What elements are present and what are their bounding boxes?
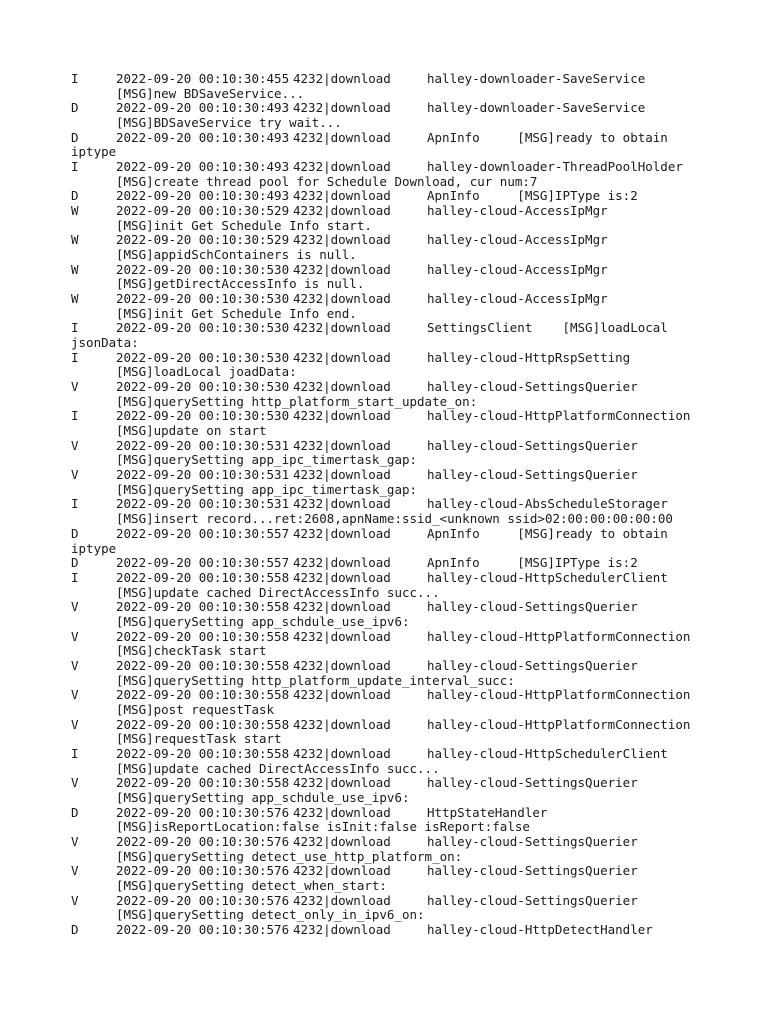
log-level: D (71, 100, 79, 116)
log-process: 4232|download (293, 320, 391, 336)
log-level: V (71, 892, 79, 908)
log-level: V (71, 687, 79, 703)
log-level: V (71, 599, 79, 615)
log-level: V (71, 467, 79, 483)
log-timestamp: 2022-09-20 00:10:30:558 (116, 775, 290, 791)
log-message: [MSG]loadLocal joadData: (116, 364, 297, 380)
log-message: [MSG]update cached DirectAccessInfo succ... (116, 760, 440, 776)
log-process: 4232|download (293, 525, 391, 541)
log-message: [MSG]requestTask start (116, 731, 282, 747)
log-level: V (71, 379, 79, 395)
log-tag: halley-cloud-HttpPlatformConnection (427, 716, 691, 732)
log-timestamp: 2022-09-20 00:10:30:529 (116, 203, 290, 219)
log-timestamp: 2022-09-20 00:10:30:530 (116, 379, 290, 395)
log-message-line (71, 586, 761, 601)
log-timestamp: 2022-09-20 00:10:30:529 (116, 232, 290, 248)
log-timestamp: 2022-09-20 00:10:30:493 (116, 129, 290, 145)
log-message-line (71, 87, 761, 102)
log-entry-line (71, 439, 761, 454)
log-timestamp: 2022-09-20 00:10:30:576 (116, 804, 290, 820)
log-timestamp: 2022-09-20 00:10:30:558 (116, 657, 290, 673)
log-message: [MSG]querySetting app_ipc_timertask_gap: (116, 452, 418, 468)
log-message-line (71, 791, 761, 806)
log-tag: halley-cloud-SettingsQuerier (427, 892, 638, 908)
log-message-line (71, 762, 761, 777)
log-message-line (71, 615, 761, 630)
log-message-line (71, 116, 761, 131)
log-message: [MSG]isReportLocation:false isInit:false isReport:false (116, 819, 530, 835)
log-tag: halley-cloud-AccessIpMgr (427, 203, 608, 219)
log-level: D (71, 921, 79, 937)
log-message: [MSG]querySetting detect_only_in_ipv6_on: (116, 907, 425, 923)
log-timestamp: 2022-09-20 00:10:30:558 (116, 628, 290, 644)
log-tag: ApnInfo [MSG]ready to obtain (427, 129, 668, 145)
log-process: 4232|download (293, 71, 391, 86)
log-process: 4232|download (293, 349, 391, 365)
log-process: 4232|download (293, 687, 391, 703)
log-message: [MSG]querySetting http_platform_update_interval_succ: (116, 672, 515, 688)
log-level: V (71, 775, 79, 791)
log-tag: halley-cloud-SettingsQuerier (427, 379, 638, 395)
log-level: W (71, 203, 79, 219)
log-process: 4232|download (293, 569, 391, 585)
log-timestamp: 2022-09-20 00:10:30:558 (116, 599, 290, 615)
log-entry-line (71, 351, 761, 366)
log-process: 4232|download (293, 833, 391, 849)
log-timestamp: 2022-09-20 00:10:30:531 (116, 437, 290, 453)
log-message-line (71, 850, 761, 865)
log-message: [MSG]update on start (116, 423, 267, 439)
log-process: 4232|download (293, 804, 391, 820)
log-process: 4232|download (293, 129, 391, 145)
log-tag: halley-cloud-SettingsQuerier (427, 833, 638, 849)
log-tag: halley-cloud-AccessIpMgr (427, 261, 608, 277)
log-entry-line (71, 527, 761, 542)
log-wrapped-line (71, 145, 761, 160)
log-entry-line (71, 864, 761, 879)
log-document (71, 72, 761, 938)
log-tag: halley-cloud-HttpPlatformConnection (427, 628, 691, 644)
log-process: 4232|download (293, 628, 391, 644)
log-entry-line (71, 659, 761, 674)
log-entry-line (71, 72, 761, 87)
log-wrapped-line (71, 336, 761, 351)
log-level: D (71, 525, 79, 541)
log-message-line (71, 674, 761, 689)
log-timestamp: 2022-09-20 00:10:30:576 (116, 863, 290, 879)
log-tag: halley-downloader-ThreadPoolHolder (427, 159, 683, 175)
log-message: [MSG]create thread pool for Schedule Download, cur num:7 (116, 173, 538, 189)
log-entry-line (71, 409, 761, 424)
log-timestamp: 2022-09-20 00:10:30:531 (116, 467, 290, 483)
log-tag: halley-cloud-SettingsQuerier (427, 599, 638, 615)
log-level: V (71, 437, 79, 453)
log-tag: halley-cloud-AbsScheduleStorager (427, 496, 668, 512)
log-entry-line (71, 600, 761, 615)
log-message-line (71, 219, 761, 234)
log-process: 4232|download (293, 203, 391, 219)
log-message: [MSG]insert record...ret:2608,apnName:ssid_<unknown ssid>02:00:00:00:00:00 (116, 511, 673, 527)
log-entry-line (71, 776, 761, 791)
log-tag: halley-cloud-SettingsQuerier (427, 437, 638, 453)
log-wrapped-text: jsonData: (71, 335, 139, 351)
log-timestamp: 2022-09-20 00:10:30:576 (116, 892, 290, 908)
log-level: I (71, 159, 79, 175)
log-message-line (71, 732, 761, 747)
log-level: V (71, 863, 79, 879)
log-process: 4232|download (293, 100, 391, 116)
log-tag: halley-cloud-SettingsQuerier (427, 863, 638, 879)
log-level: V (71, 628, 79, 644)
log-timestamp: 2022-09-20 00:10:30:530 (116, 320, 290, 336)
log-message-line (71, 483, 761, 498)
log-entry-line (71, 894, 761, 909)
log-process: 4232|download (293, 745, 391, 761)
log-process: 4232|download (293, 232, 391, 248)
log-tag: ApnInfo [MSG]IPType is:2 (427, 555, 638, 571)
log-entry-line (71, 292, 761, 307)
log-message: [MSG]querySetting app_ipc_timertask_gap: (116, 481, 418, 497)
log-tag: halley-cloud-SettingsQuerier (427, 775, 638, 791)
log-entry-line (71, 688, 761, 703)
log-message-line (71, 512, 761, 527)
log-message: [MSG]querySetting detect_when_start: (116, 877, 387, 893)
log-process: 4232|download (293, 437, 391, 453)
log-timestamp: 2022-09-20 00:10:30:531 (116, 496, 290, 512)
log-entry-line (71, 101, 761, 116)
log-timestamp: 2022-09-20 00:10:30:530 (116, 408, 290, 424)
log-process: 4232|download (293, 921, 391, 937)
log-message-line (71, 277, 761, 292)
log-timestamp: 2022-09-20 00:10:30:557 (116, 555, 290, 571)
log-message-line (71, 453, 761, 468)
log-level: I (71, 496, 79, 512)
log-process: 4232|download (293, 408, 391, 424)
log-level: V (71, 716, 79, 732)
log-message: [MSG]update cached DirectAccessInfo succ... (116, 584, 440, 600)
log-timestamp: 2022-09-20 00:10:30:493 (116, 159, 290, 175)
log-message: [MSG]appidSchContainers is null. (116, 247, 357, 263)
log-entry-line (71, 806, 761, 821)
log-tag: HttpStateHandler (427, 804, 548, 820)
log-process: 4232|download (293, 892, 391, 908)
log-process: 4232|download (293, 261, 391, 277)
log-tag: halley-downloader-SaveService (427, 71, 646, 86)
log-message: [MSG]init Get Schedule Info end. (116, 305, 357, 321)
log-entry-line (71, 204, 761, 219)
log-tag: halley-cloud-HttpSchedulerClient (427, 745, 668, 761)
log-entry-line (71, 321, 761, 336)
log-process: 4232|download (293, 188, 391, 204)
log-tag: halley-cloud-HttpRspSetting (427, 349, 631, 365)
log-timestamp: 2022-09-20 00:10:30:576 (116, 921, 290, 937)
log-message-line (71, 248, 761, 263)
log-tag: ApnInfo [MSG]ready to obtain (427, 525, 668, 541)
log-tag: halley-cloud-AccessIpMgr (427, 232, 608, 248)
log-tag: halley-cloud-SettingsQuerier (427, 657, 638, 673)
log-message-line (71, 879, 761, 894)
log-entry-line (71, 923, 761, 938)
log-level: W (71, 261, 79, 277)
log-wrapped-text: iptype (71, 540, 117, 556)
log-level: I (71, 320, 79, 336)
log-entry-line (71, 468, 761, 483)
log-process: 4232|download (293, 657, 391, 673)
log-level: I (71, 745, 79, 761)
log-timestamp: 2022-09-20 00:10:30:576 (116, 833, 290, 849)
log-message-line (71, 307, 761, 322)
log-entry-line (71, 233, 761, 248)
log-level: I (71, 71, 79, 86)
log-entry-line (71, 497, 761, 512)
log-tag: halley-cloud-HttpPlatformConnection (427, 687, 691, 703)
log-process: 4232|download (293, 555, 391, 571)
log-entry-line (71, 835, 761, 850)
log-process: 4232|download (293, 291, 391, 307)
log-entry-line (71, 263, 761, 278)
log-message: [MSG]checkTask start (116, 643, 267, 659)
log-tag: ApnInfo [MSG]IPType is:2 (427, 188, 638, 204)
log-process: 4232|download (293, 716, 391, 732)
log-message: [MSG]querySetting app_schdule_use_ipv6: (116, 613, 410, 629)
log-tag: halley-cloud-HttpDetectHandler (427, 921, 653, 937)
log-message-line (71, 175, 761, 190)
log-timestamp: 2022-09-20 00:10:30:557 (116, 525, 290, 541)
log-timestamp: 2022-09-20 00:10:30:530 (116, 291, 290, 307)
log-wrapped-line (71, 542, 761, 557)
log-process: 4232|download (293, 159, 391, 175)
log-tag: SettingsClient [MSG]loadLocal (427, 320, 668, 336)
log-level: W (71, 291, 79, 307)
log-entry-line (71, 630, 761, 645)
log-level: V (71, 833, 79, 849)
log-message-line (71, 395, 761, 410)
log-message: [MSG]getDirectAccessInfo is null. (116, 276, 365, 292)
log-tag: halley-cloud-HttpSchedulerClient (427, 569, 668, 585)
log-tag: halley-downloader-SaveService (427, 100, 646, 116)
log-entry-line (71, 747, 761, 762)
log-wrapped-text: iptype (71, 144, 117, 160)
log-process: 4232|download (293, 599, 391, 615)
log-level: D (71, 555, 79, 571)
log-level: D (71, 188, 79, 204)
log-timestamp: 2022-09-20 00:10:30:558 (116, 569, 290, 585)
log-level: V (71, 657, 79, 673)
log-level: I (71, 349, 79, 365)
log-level: I (71, 569, 79, 585)
log-timestamp: 2022-09-20 00:10:30:493 (116, 188, 290, 204)
log-message: [MSG]querySetting app_schdule_use_ipv6: (116, 789, 410, 805)
log-message-line (71, 424, 761, 439)
log-message: [MSG]BDSaveService try wait... (116, 115, 342, 131)
log-process: 4232|download (293, 496, 391, 512)
log-message: [MSG]querySetting detect_use_http_platform_on: (116, 848, 463, 864)
log-message-line (71, 703, 761, 718)
log-timestamp: 2022-09-20 00:10:30:530 (116, 349, 290, 365)
log-timestamp: 2022-09-20 00:10:30:558 (116, 716, 290, 732)
log-message-line (71, 820, 761, 835)
log-tag: halley-cloud-SettingsQuerier (427, 467, 638, 483)
log-entry-line (71, 189, 761, 204)
log-tag: halley-cloud-AccessIpMgr (427, 291, 608, 307)
log-message-line (71, 365, 761, 380)
log-message: [MSG]querySetting http_platform_start_update_on: (116, 393, 478, 409)
log-timestamp: 2022-09-20 00:10:30:558 (116, 745, 290, 761)
log-timestamp: 2022-09-20 00:10:30:530 (116, 261, 290, 277)
log-message: [MSG]new BDSaveService... (116, 85, 305, 101)
log-level: D (71, 804, 79, 820)
log-level: D (71, 129, 79, 145)
log-entry-line (71, 571, 761, 586)
log-timestamp: 2022-09-20 00:10:30:558 (116, 687, 290, 703)
log-entry-line (71, 718, 761, 733)
log-timestamp: 2022-09-20 00:10:30:493 (116, 100, 290, 116)
log-level: W (71, 232, 79, 248)
log-entry-line (71, 160, 761, 175)
log-tag: halley-cloud-HttpPlatformConnection (427, 408, 691, 424)
log-entry-line (71, 556, 761, 571)
log-process: 4232|download (293, 863, 391, 879)
log-message: [MSG]init Get Schedule Info start. (116, 217, 372, 233)
log-process: 4232|download (293, 775, 391, 791)
log-entry-line (71, 131, 761, 146)
log-entry-line (71, 380, 761, 395)
log-message: [MSG]post requestTask (116, 701, 275, 717)
log-timestamp: 2022-09-20 00:10:30:455 (116, 71, 290, 86)
log-message-line (71, 644, 761, 659)
log-message-line (71, 908, 761, 923)
log-process: 4232|download (293, 467, 391, 483)
log-process: 4232|download (293, 379, 391, 395)
log-level: I (71, 408, 79, 424)
